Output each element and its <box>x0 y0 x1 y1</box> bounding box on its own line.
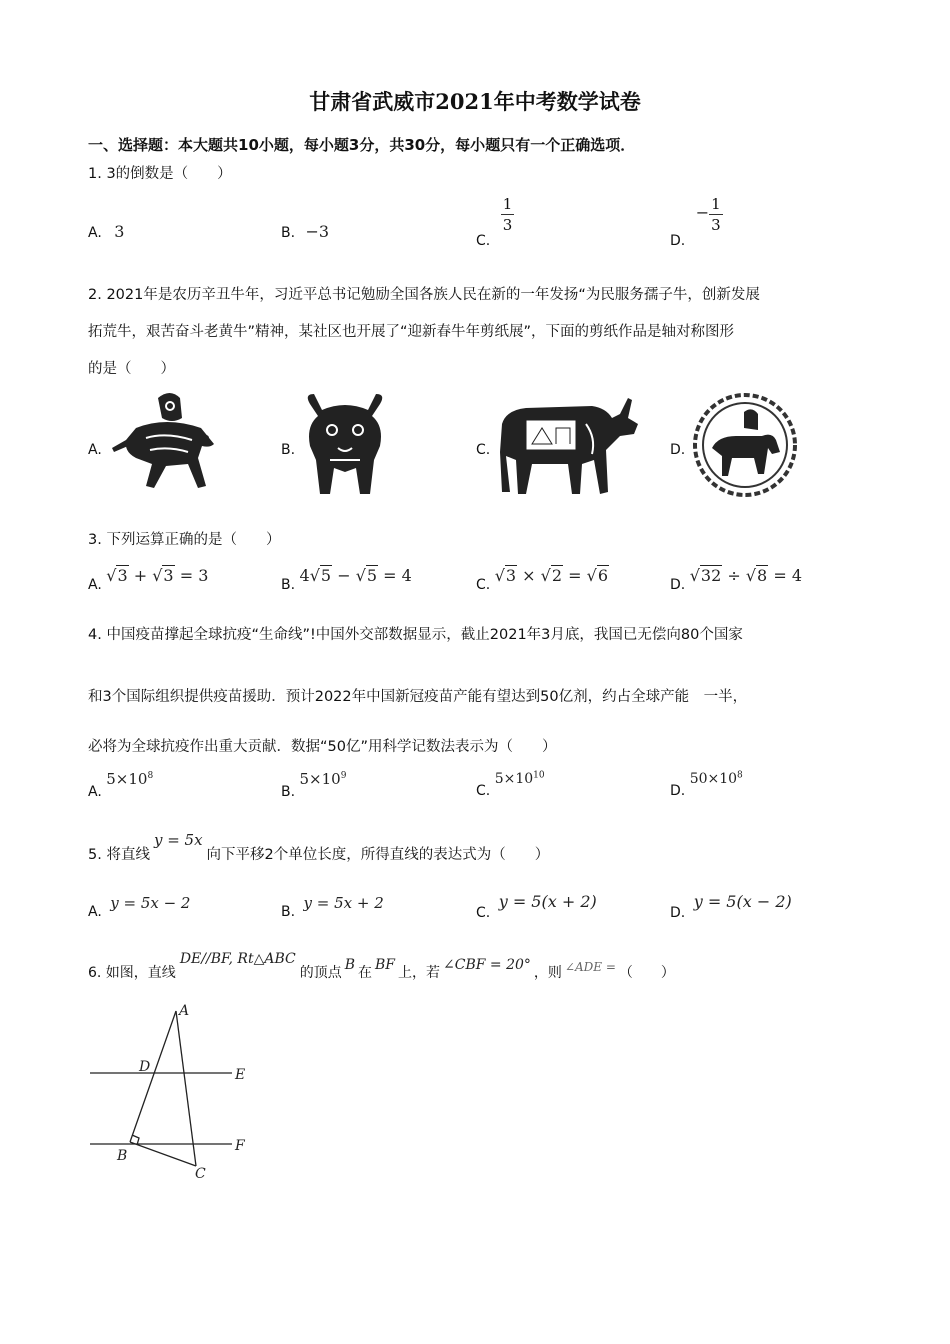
radical-sign: √ <box>745 566 757 585</box>
q2-option-c-label[interactable]: C. <box>476 442 491 458</box>
radical-sign: √ <box>494 566 505 585</box>
option-label: B. <box>281 784 296 800</box>
q6-stem: 6. 如图，直线DE//BF, Rt△ABC的顶点 B 在 BF 上，若 ∠CBF = 20° ，则 ∠ADE = （ ） <box>88 951 675 981</box>
point-label-a: A <box>179 1003 190 1019</box>
radical-sign: √ <box>689 566 700 585</box>
q4-c-expression: $5\times 10^{10}$ <box>494 770 545 787</box>
q6-parallel-expression: DE//BF, Rt△ABC <box>179 951 296 967</box>
option-label: A. <box>88 577 102 593</box>
q4-option-a[interactable] <box>88 770 154 800</box>
radical-sign: √ <box>309 566 320 585</box>
q3-option-c[interactable] <box>476 566 609 593</box>
q5-d-expression: y = 5(x − 2) <box>693 892 792 911</box>
side-ab <box>130 1011 176 1142</box>
q3-stem: 3. 下列运算正确的是（ ） <box>88 532 281 548</box>
q3-option-a[interactable] <box>88 566 209 593</box>
q4-line-3: 必将为全球抗疫作出重大贡献．数据“50亿”用科学记数法表示为（ ） <box>88 739 557 755</box>
q1-stem: 1. 3的倒数是（ ） <box>88 166 232 182</box>
radical-sign: √ <box>152 566 163 585</box>
q6-line-bf: BF <box>375 957 396 973</box>
q5-option-d[interactable] <box>670 892 792 921</box>
q1-option-d[interactable] <box>670 195 723 249</box>
q4-option-d[interactable] <box>670 770 743 799</box>
q6-vertex-b: B <box>344 957 356 973</box>
q6-geometry-figure <box>86 1000 256 1184</box>
option-label: B. <box>281 904 296 920</box>
q6-angle-ade: ∠ADE = <box>564 960 616 974</box>
q5-c-expression: y = 5(x + 2) <box>498 892 597 911</box>
radical-sign: √ <box>106 566 117 585</box>
q3-option-d[interactable] <box>670 566 802 593</box>
q1-d-fraction <box>709 196 723 233</box>
q2-line-2: 拓荒牛，艰苦奋斗老黄牛”精神，某社区也开展了“迎新春牛年剪纸展”，下面的剪纸作品是轴对称图形 <box>88 324 735 340</box>
point-label-e: E <box>235 1067 246 1083</box>
q5-stem: 5. 将直线y = 5x向下平移2个单位长度，所得直线的表达式为（ ） <box>88 831 550 863</box>
radical-sign: √ <box>540 566 551 585</box>
option-label: B. <box>281 225 296 241</box>
option-label: C. <box>476 577 491 593</box>
q5-option-b[interactable] <box>281 894 384 920</box>
q2-line-1: 2. 2021年是农历辛丑牛年，习近平总书记勉励全国各族人民在新的一年发扬“为民服务孺子牛，创新发展 <box>88 287 760 303</box>
ox-papercut-a-image <box>106 388 232 494</box>
point-label-d: D <box>139 1059 151 1075</box>
q4-a-expression: $5\times 10^8$ <box>106 770 154 788</box>
q3-c-expression: √3 × √2 = √6 <box>494 566 609 585</box>
option-label: D. <box>670 782 686 799</box>
q3-b-expression: 4√5 − √5 = 4 <box>299 566 412 585</box>
q3-option-b[interactable] <box>281 566 412 593</box>
q5-line-expression: y = 5x <box>153 831 203 849</box>
ox-papercut-d-image <box>688 392 802 498</box>
exponent: 8 <box>737 770 743 780</box>
side-bc <box>130 1142 196 1166</box>
q2-line-3: 的是（ ） <box>88 361 175 377</box>
q2-option-a-label[interactable]: A. <box>88 442 102 458</box>
option-label: B. <box>281 577 296 593</box>
option-label: C. <box>476 232 491 249</box>
option-label: A. <box>88 904 102 920</box>
ox-papercut-b-image <box>300 390 390 498</box>
q6-angle-cbf: ∠CBF = 20° <box>443 957 531 973</box>
section-heading: 一、选择题：本大题共10小题，每小题3分，共30分，每小题只有一个正确选项． <box>88 136 636 154</box>
exponent: 10 <box>533 770 545 780</box>
q1-b-value: −3 <box>305 222 330 241</box>
denominator: 3 <box>502 216 513 234</box>
ox-papercut-c-image <box>496 394 642 498</box>
option-label: D. <box>670 232 686 249</box>
point-label-c: C <box>195 1166 206 1182</box>
q4-option-b[interactable] <box>281 770 347 800</box>
q3-a-expression: √3 + √3 = 3 <box>106 566 209 585</box>
minus-sign: − <box>695 202 710 222</box>
option-label: A. <box>88 784 102 800</box>
q3-d-expression: √32 ÷ √8 = 4 <box>689 566 802 585</box>
point-label-b: B <box>117 1148 128 1164</box>
numerator: 1 <box>711 195 721 213</box>
q4-line-2: 和3个国际组织提供疫苗援助．预计2022年中国新冠疫苗产能有望达到50亿剂，约占全球产能 一半， <box>88 689 748 705</box>
exponent: 8 <box>147 771 154 781</box>
q4-b-expression: $5\times 10^9$ <box>299 770 347 788</box>
denominator: 3 <box>711 216 721 234</box>
q5-option-a[interactable] <box>88 894 191 920</box>
radical-sign: √ <box>355 566 366 585</box>
radical-sign: √ <box>586 566 597 585</box>
q5-a-expression: y = 5x − 2 <box>110 894 191 912</box>
q2-option-d-label[interactable]: D. <box>670 442 686 458</box>
option-label: A. <box>88 225 102 241</box>
q5-option-c[interactable] <box>476 892 597 921</box>
option-label: D. <box>670 577 686 593</box>
q4-option-c[interactable] <box>476 770 545 799</box>
q5-b-expression: y = 5x + 2 <box>303 894 384 912</box>
option-label: D. <box>670 905 686 921</box>
option-label: C. <box>476 905 491 921</box>
q1-option-b[interactable] <box>281 222 329 241</box>
exponent: 9 <box>340 771 347 781</box>
option-label: C. <box>476 782 491 799</box>
q1-a-value: 3 <box>114 222 125 241</box>
q4-line-1: 4. 中国疫苗撑起全球抗疫“生命线”!中国外交部数据显示，截止2021年3月底，我国已无偿向80个国家 <box>88 627 743 643</box>
side-ac <box>176 1011 196 1166</box>
q1-c-fraction <box>501 196 515 233</box>
page-title: 甘肃省武威市2021年中考数学试卷 <box>309 89 641 114</box>
point-label-f: F <box>235 1138 245 1154</box>
q1-option-c[interactable] <box>476 195 514 249</box>
q1-option-a[interactable] <box>88 222 124 241</box>
q4-d-expression: $50\times 10^8$ <box>689 770 743 787</box>
q2-option-b-label[interactable]: B. <box>281 442 296 458</box>
numerator: 1 <box>502 195 513 213</box>
